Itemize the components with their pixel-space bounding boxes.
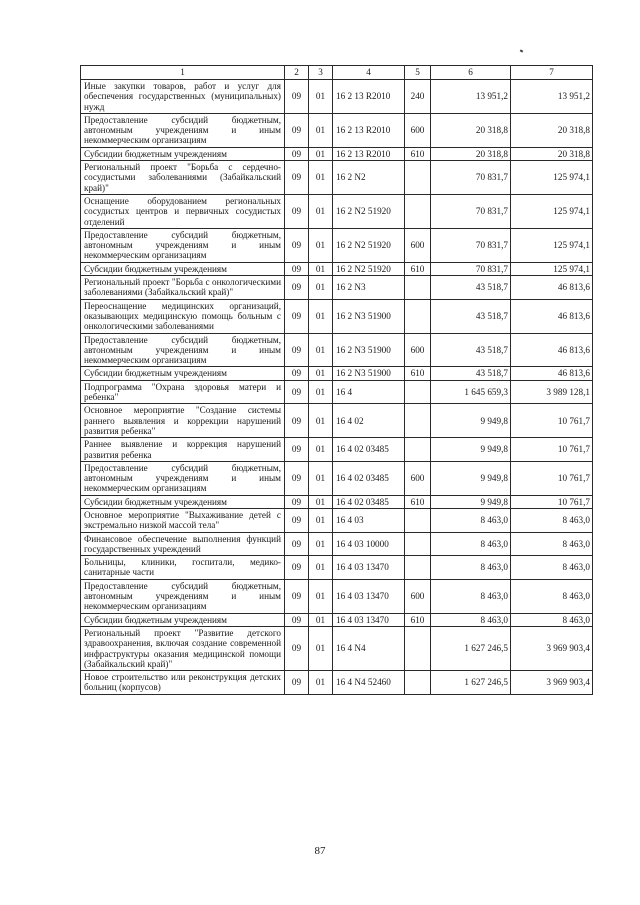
- row-amount-year1-cell: 8 463,0: [431, 508, 511, 532]
- row-subsection-cell: 01: [309, 556, 333, 580]
- row-expense-type-cell: [405, 299, 431, 333]
- header-col-7: 7: [511, 66, 593, 80]
- row-amount-year1-cell: 1 645 659,3: [431, 380, 511, 404]
- row-amount-year1-cell: 1 627 246,5: [431, 626, 511, 670]
- table-row: [81, 532, 593, 556]
- row-section-cell: 09: [285, 276, 309, 300]
- row-name-cell: Раннее выявление и коррекция нарушений развития ребенка: [81, 438, 285, 462]
- row-section-cell: 09: [285, 147, 309, 160]
- table-row: [81, 495, 593, 508]
- row-target-code-cell: 16 4 02 03485: [333, 438, 405, 462]
- header-col-2: 2: [285, 66, 309, 80]
- header-col-1: 1: [81, 66, 285, 80]
- row-subsection-cell: 01: [309, 147, 333, 160]
- row-expense-type-cell: [405, 532, 431, 556]
- row-expense-type-cell: 610: [405, 262, 431, 275]
- row-expense-type-cell: 600: [405, 579, 431, 613]
- row-target-code-cell: 16 2 N2 51920: [333, 228, 405, 262]
- row-target-code-cell: 16 4 03 13470: [333, 579, 405, 613]
- row-expense-type-cell: [405, 161, 431, 195]
- row-section-cell: 09: [285, 161, 309, 195]
- row-amount-year1-cell: 8 463,0: [431, 579, 511, 613]
- row-subsection-cell: 01: [309, 161, 333, 195]
- row-amount-year2-cell: 8 463,0: [511, 508, 593, 532]
- row-expense-type-cell: [405, 194, 431, 228]
- row-section-cell: 09: [285, 228, 309, 262]
- row-section-cell: 09: [285, 579, 309, 613]
- row-amount-year2-cell: 10 761,7: [511, 404, 593, 438]
- row-target-code-cell: 16 4 03 13470: [333, 556, 405, 580]
- row-target-code-cell: 16 2 N3: [333, 276, 405, 300]
- row-amount-year1-cell: 20 318,8: [431, 147, 511, 160]
- row-name-cell: Подпрограмма "Охрана здоровья матери и ребенка": [81, 380, 285, 404]
- table-header-row: [81, 66, 593, 80]
- row-amount-year2-cell: 3 969 903,4: [511, 671, 593, 695]
- table-row: [81, 461, 593, 495]
- row-amount-year1-cell: 70 831,7: [431, 194, 511, 228]
- row-target-code-cell: 16 4 03 13470: [333, 613, 405, 626]
- row-subsection-cell: 01: [309, 613, 333, 626]
- row-section-cell: 09: [285, 113, 309, 147]
- row-expense-type-cell: [405, 626, 431, 670]
- row-subsection-cell: 01: [309, 508, 333, 532]
- row-subsection-cell: 01: [309, 262, 333, 275]
- row-amount-year2-cell: 20 318,8: [511, 113, 593, 147]
- row-amount-year2-cell: 10 761,7: [511, 438, 593, 462]
- row-name-cell: Оснащение оборудованием региональных сосудистых центров и первичных сосудистых отделений: [81, 194, 285, 228]
- row-amount-year2-cell: 3 969 903,4: [511, 626, 593, 670]
- row-amount-year1-cell: 43 518,7: [431, 299, 511, 333]
- row-amount-year1-cell: 8 463,0: [431, 532, 511, 556]
- row-amount-year1-cell: 1 627 246,5: [431, 671, 511, 695]
- row-amount-year1-cell: 43 518,7: [431, 333, 511, 367]
- row-subsection-cell: 01: [309, 532, 333, 556]
- row-expense-type-cell: [405, 438, 431, 462]
- row-amount-year2-cell: 46 813,6: [511, 367, 593, 380]
- row-target-code-cell: 16 4 03 10000: [333, 532, 405, 556]
- row-target-code-cell: 16 2 N3 51900: [333, 299, 405, 333]
- row-amount-year1-cell: 70 831,7: [431, 161, 511, 195]
- table-row: [81, 147, 593, 160]
- row-expense-type-cell: 600: [405, 113, 431, 147]
- row-amount-year2-cell: 46 813,6: [511, 276, 593, 300]
- row-section-cell: 09: [285, 380, 309, 404]
- table-row: [81, 80, 593, 114]
- row-section-cell: 09: [285, 194, 309, 228]
- row-expense-type-cell: 600: [405, 228, 431, 262]
- row-subsection-cell: 01: [309, 367, 333, 380]
- row-subsection-cell: 01: [309, 194, 333, 228]
- table-row: [81, 262, 593, 275]
- row-section-cell: 09: [285, 508, 309, 532]
- row-name-cell: Переоснащение медицинских организаций, оказывающих медицинскую помощь больным с онкологическими заболеваниями: [81, 299, 285, 333]
- row-amount-year1-cell: 8 463,0: [431, 556, 511, 580]
- row-amount-year2-cell: 8 463,0: [511, 613, 593, 626]
- row-amount-year1-cell: 43 518,7: [431, 276, 511, 300]
- row-expense-type-cell: 240: [405, 80, 431, 114]
- row-subsection-cell: 01: [309, 276, 333, 300]
- row-name-cell: Предоставление субсидий бюджетным, автономным учреждениям и иным некоммерческим организациям: [81, 113, 285, 147]
- row-subsection-cell: 01: [309, 461, 333, 495]
- row-target-code-cell: 16 2 13 R2010: [333, 113, 405, 147]
- row-name-cell: Субсидии бюджетным учреждениям: [81, 367, 285, 380]
- row-name-cell: Иные закупки товаров, работ и услуг для обеспечения государственных (муниципальных) нужд: [81, 80, 285, 114]
- row-name-cell: Больницы, клиники, госпитали, медико-санитарные части: [81, 556, 285, 580]
- table-row: [81, 671, 593, 695]
- row-amount-year1-cell: 9 949,8: [431, 495, 511, 508]
- header-col-6: 6: [431, 66, 511, 80]
- row-expense-type-cell: [405, 404, 431, 438]
- row-amount-year1-cell: 9 949,8: [431, 404, 511, 438]
- row-expense-type-cell: 600: [405, 461, 431, 495]
- row-section-cell: 09: [285, 80, 309, 114]
- row-subsection-cell: 01: [309, 438, 333, 462]
- row-name-cell: Региональный проект "Развитие детского здравоохранения, включая создание современной инфраструктуры оказания медицинской помощи (Забайкальский край)": [81, 626, 285, 670]
- row-subsection-cell: 01: [309, 228, 333, 262]
- table-row: [81, 613, 593, 626]
- row-target-code-cell: 16 4 N4 52460: [333, 671, 405, 695]
- row-amount-year2-cell: 8 463,0: [511, 556, 593, 580]
- row-amount-year1-cell: 70 831,7: [431, 228, 511, 262]
- row-name-cell: Предоставление субсидий бюджетным, автономным учреждениям и иным некоммерческим организациям: [81, 228, 285, 262]
- table-row: [81, 194, 593, 228]
- row-amount-year2-cell: 8 463,0: [511, 579, 593, 613]
- row-name-cell: Субсидии бюджетным учреждениям: [81, 495, 285, 508]
- row-amount-year2-cell: 8 463,0: [511, 532, 593, 556]
- row-section-cell: 09: [285, 438, 309, 462]
- row-name-cell: Субсидии бюджетным учреждениям: [81, 262, 285, 275]
- row-target-code-cell: 16 2 N2 51920: [333, 194, 405, 228]
- row-expense-type-cell: [405, 276, 431, 300]
- row-amount-year1-cell: 20 318,8: [431, 113, 511, 147]
- row-expense-type-cell: [405, 556, 431, 580]
- row-amount-year2-cell: 125 974,1: [511, 194, 593, 228]
- header-col-3: 3: [309, 66, 333, 80]
- table-row: [81, 438, 593, 462]
- row-section-cell: 09: [285, 671, 309, 695]
- row-target-code-cell: 16 4 02 03485: [333, 495, 405, 508]
- row-section-cell: 09: [285, 461, 309, 495]
- row-subsection-cell: 01: [309, 404, 333, 438]
- row-section-cell: 09: [285, 532, 309, 556]
- table-row: [81, 626, 593, 670]
- row-amount-year2-cell: 13 951,2: [511, 80, 593, 114]
- row-target-code-cell: 16 4 02 03485: [333, 461, 405, 495]
- row-section-cell: 09: [285, 299, 309, 333]
- row-name-cell: Финансовое обеспечение выполнения функций государственных учреждений: [81, 532, 285, 556]
- row-name-cell: Субсидии бюджетным учреждениям: [81, 613, 285, 626]
- row-name-cell: Региональный проект "Борьба с онкологическими заболеваниями (Забайкальский край)": [81, 276, 285, 300]
- row-name-cell: Региональный проект "Борьба с сердечно-сосудистыми заболеваниями (Забайкальский край)": [81, 161, 285, 195]
- header-col-4: 4: [333, 66, 405, 80]
- row-amount-year2-cell: 46 813,6: [511, 333, 593, 367]
- row-expense-type-cell: 610: [405, 613, 431, 626]
- row-section-cell: 09: [285, 367, 309, 380]
- row-subsection-cell: 01: [309, 113, 333, 147]
- table-row: [81, 404, 593, 438]
- row-target-code-cell: 16 4 N4: [333, 626, 405, 670]
- row-section-cell: 09: [285, 556, 309, 580]
- row-amount-year2-cell: 10 761,7: [511, 495, 593, 508]
- table-row: [81, 161, 593, 195]
- row-amount-year1-cell: 9 949,8: [431, 438, 511, 462]
- budget-table-container: [80, 65, 592, 695]
- row-target-code-cell: 16 4 02: [333, 404, 405, 438]
- table-row: [81, 333, 593, 367]
- row-section-cell: 09: [285, 626, 309, 670]
- row-name-cell: Предоставление субсидий бюджетным, автономным учреждениям и иным некоммерческим организациям: [81, 461, 285, 495]
- scan-mark: [520, 49, 524, 52]
- row-subsection-cell: 01: [309, 495, 333, 508]
- row-amount-year1-cell: 9 949,8: [431, 461, 511, 495]
- row-name-cell: Основное мероприятие "Создание системы раннего выявления и коррекции нарушений развития ребенка": [81, 404, 285, 438]
- table-row: [81, 113, 593, 147]
- row-subsection-cell: 01: [309, 299, 333, 333]
- row-target-code-cell: 16 2 N2: [333, 161, 405, 195]
- table-row: [81, 276, 593, 300]
- row-section-cell: 09: [285, 333, 309, 367]
- table-body: [81, 80, 593, 695]
- row-amount-year2-cell: 125 974,1: [511, 161, 593, 195]
- row-target-code-cell: 16 2 N2 51920: [333, 262, 405, 275]
- row-amount-year2-cell: 10 761,7: [511, 461, 593, 495]
- row-name-cell: Субсидии бюджетным учреждениям: [81, 147, 285, 160]
- row-subsection-cell: 01: [309, 380, 333, 404]
- row-subsection-cell: 01: [309, 333, 333, 367]
- row-amount-year2-cell: 125 974,1: [511, 262, 593, 275]
- row-section-cell: 09: [285, 404, 309, 438]
- row-target-code-cell: 16 2 13 R2010: [333, 80, 405, 114]
- row-amount-year2-cell: 20 318,8: [511, 147, 593, 160]
- row-expense-type-cell: 610: [405, 367, 431, 380]
- row-subsection-cell: 01: [309, 671, 333, 695]
- row-expense-type-cell: [405, 380, 431, 404]
- header-col-5: 5: [405, 66, 431, 80]
- table-row: [81, 579, 593, 613]
- row-expense-type-cell: 610: [405, 495, 431, 508]
- row-amount-year1-cell: 8 463,0: [431, 613, 511, 626]
- row-subsection-cell: 01: [309, 80, 333, 114]
- table-row: [81, 367, 593, 380]
- row-amount-year2-cell: 3 989 128,1: [511, 380, 593, 404]
- row-expense-type-cell: 600: [405, 333, 431, 367]
- row-subsection-cell: 01: [309, 626, 333, 670]
- row-name-cell: Предоставление субсидий бюджетным, автономным учреждениям и иным некоммерческим организациям: [81, 333, 285, 367]
- row-target-code-cell: 16 4 03: [333, 508, 405, 532]
- row-amount-year2-cell: 125 974,1: [511, 228, 593, 262]
- row-amount-year2-cell: 46 813,6: [511, 299, 593, 333]
- table-row: [81, 299, 593, 333]
- row-amount-year1-cell: 70 831,7: [431, 262, 511, 275]
- row-expense-type-cell: [405, 508, 431, 532]
- page-number: 87: [314, 845, 326, 857]
- row-section-cell: 09: [285, 495, 309, 508]
- row-target-code-cell: 16 2 13 R2010: [333, 147, 405, 160]
- row-section-cell: 09: [285, 262, 309, 275]
- row-target-code-cell: 16 2 N3 51900: [333, 367, 405, 380]
- row-subsection-cell: 01: [309, 579, 333, 613]
- budget-table: [80, 65, 593, 695]
- row-amount-year1-cell: 43 518,7: [431, 367, 511, 380]
- row-amount-year1-cell: 13 951,2: [431, 80, 511, 114]
- row-target-code-cell: 16 4: [333, 380, 405, 404]
- table-row: [81, 380, 593, 404]
- table-row: [81, 556, 593, 580]
- row-expense-type-cell: [405, 671, 431, 695]
- table-row: [81, 508, 593, 532]
- row-name-cell: Основное мероприятие "Выхаживание детей с экстремально низкой массой тела": [81, 508, 285, 532]
- row-expense-type-cell: 610: [405, 147, 431, 160]
- row-section-cell: 09: [285, 613, 309, 626]
- row-target-code-cell: 16 2 N3 51900: [333, 333, 405, 367]
- row-name-cell: Новое строительство или реконструкция детских больниц (корпусов): [81, 671, 285, 695]
- row-name-cell: Предоставление субсидий бюджетным, автономным учреждениям и иным некоммерческим организациям: [81, 579, 285, 613]
- table-row: [81, 228, 593, 262]
